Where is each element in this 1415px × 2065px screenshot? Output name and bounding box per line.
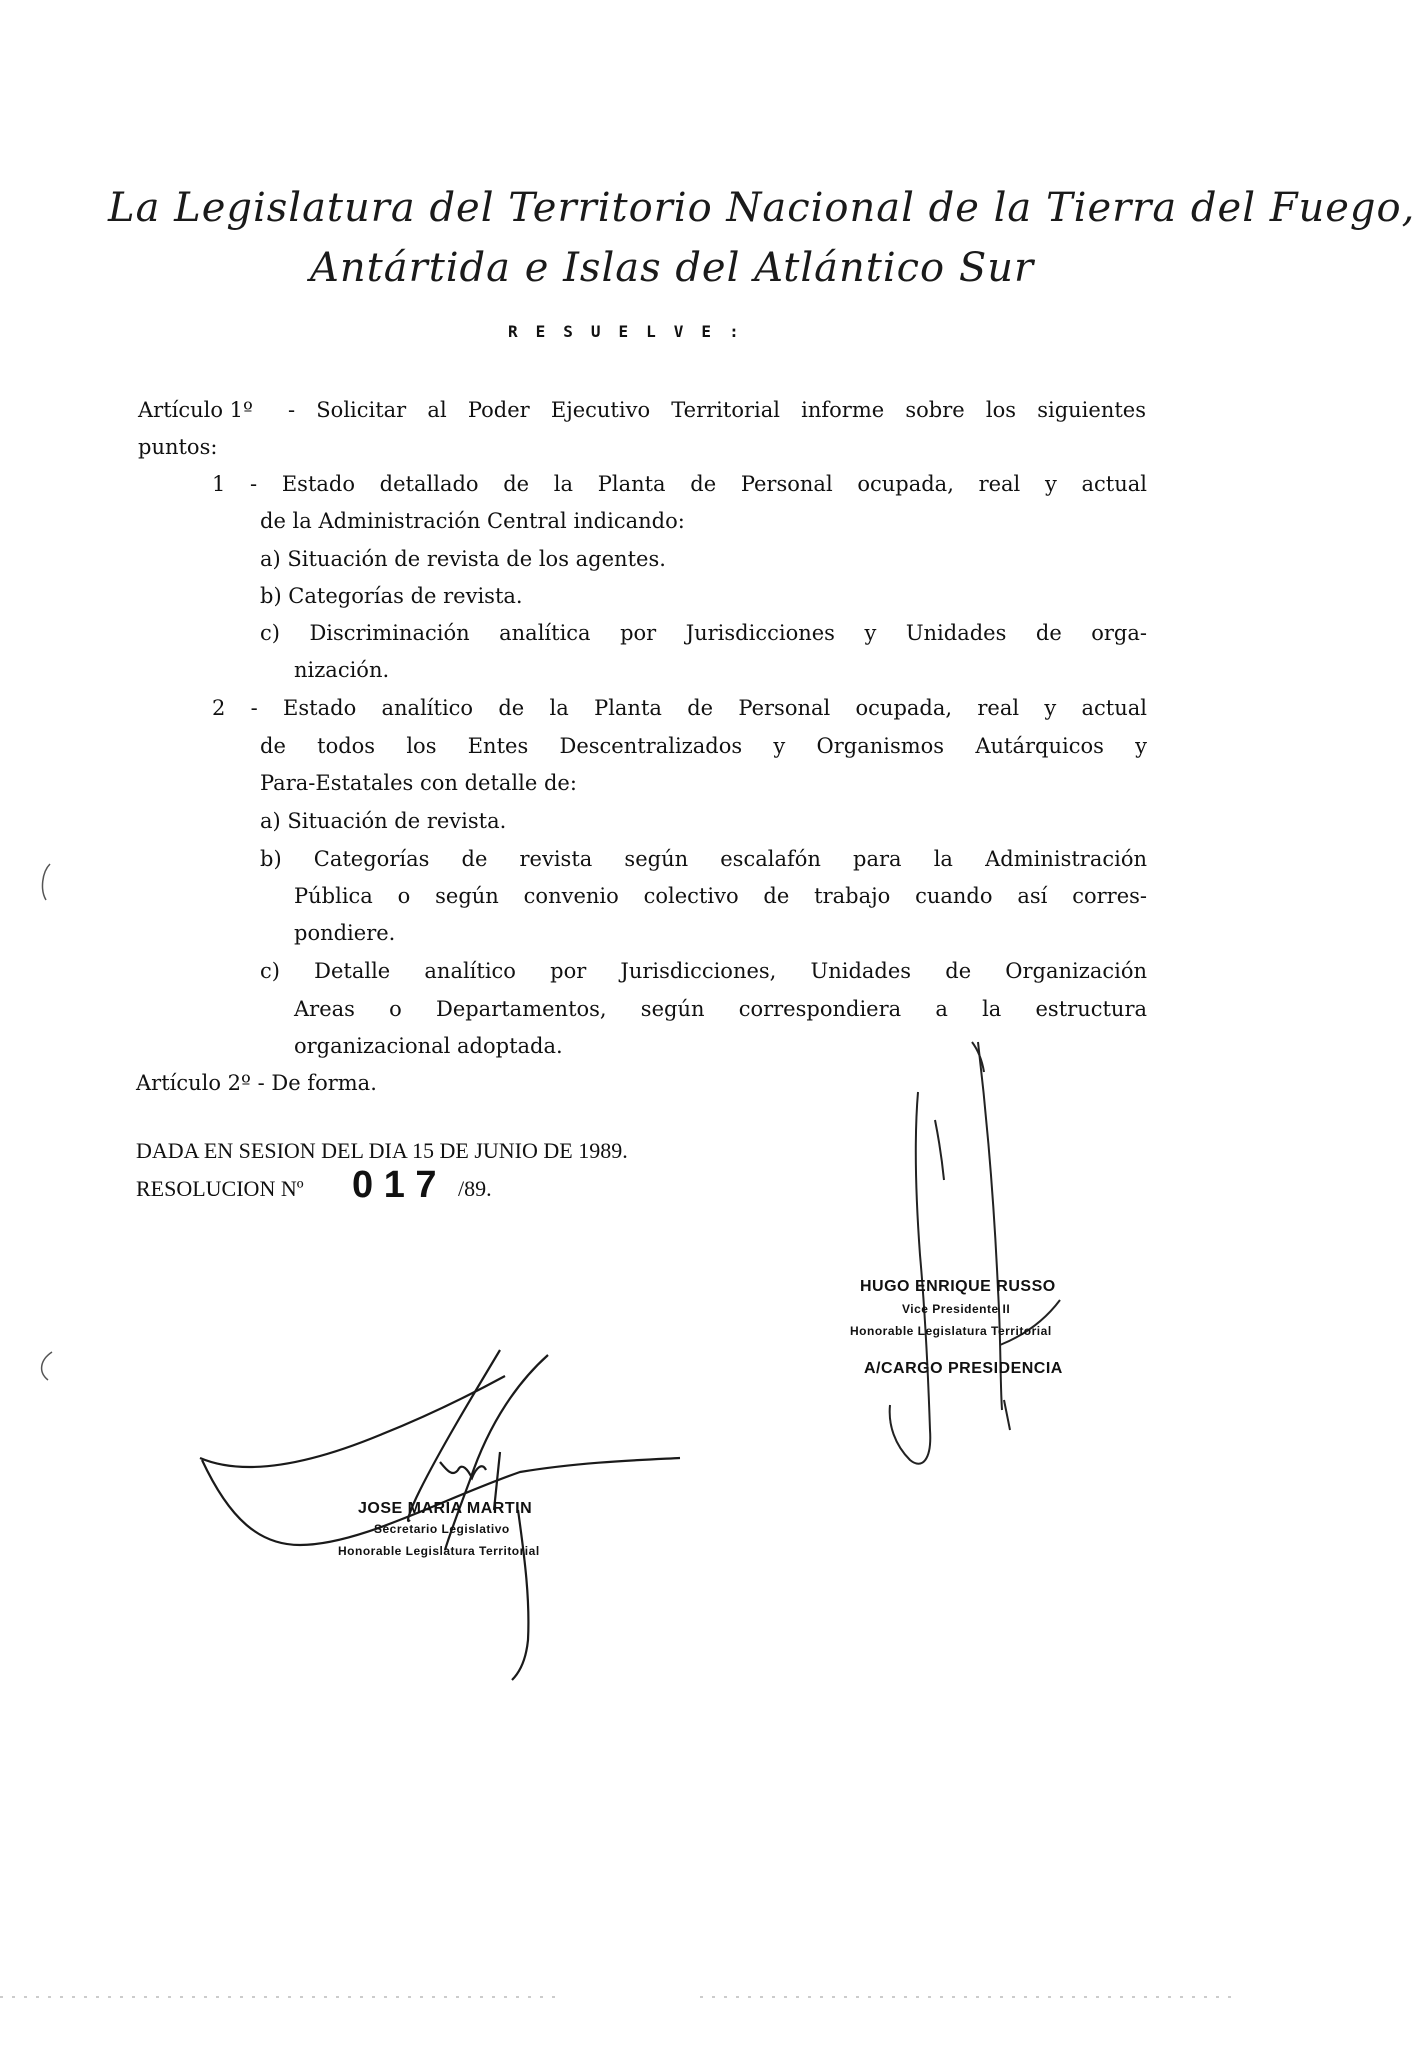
resolucion-number: 0 1 7 [352, 1164, 437, 1206]
item2-a: a) Situación de revista. [260, 809, 507, 833]
item2-b-line2: Pública o según convenio colectivo de trabajo cuando así corres- [294, 884, 1147, 908]
articulo1-heading: Artículo 1º [138, 398, 253, 422]
stamp-right-name: HUGO ENRIQUE RUSSO [860, 1278, 1056, 1295]
item1-c-line1: c) Discriminación analítica por Jurisdicciones y Unidades de orga- [260, 621, 1147, 645]
articulo1-text-line1: - Solicitar al Poder Ejecutivo Territorial informe sobre los siguientes [288, 398, 1146, 422]
stamp-left-org: Honorable Legislatura Territorial [338, 1544, 540, 1558]
item2-c-line3: organizacional adoptada. [294, 1034, 563, 1058]
letterhead-line1: La Legislatura del Territorio Nacional de la Tierra del Fuego, [108, 185, 1415, 231]
item2-b-line3: pondiere. [294, 921, 396, 945]
letterhead-line2: Antártida e Islas del Atlántico Sur [310, 245, 1035, 291]
stamp-right-org: Honorable Legislatura Territorial [850, 1324, 1052, 1338]
articulo2: Artículo 2º - De forma. [136, 1071, 377, 1095]
stamp-right-role: A/CARGO PRESIDENCIA [864, 1360, 1063, 1377]
stamp-right-title: Vice Presidente II [902, 1302, 1011, 1316]
item2-b-line1: b) Categorías de revista según escalafón para la Administración [260, 847, 1147, 871]
item1-a: a) Situación de revista de los agentes. [260, 547, 666, 571]
item1-c-line2: nización. [294, 658, 390, 682]
item2-c-line2: Areas o Departamentos, según correspondiera a la estructura [294, 997, 1147, 1021]
item2-line2: de todos los Entes Descentralizados y Organismos Autárquicos y [260, 734, 1147, 758]
stamp-left-name: JOSE MARIA MARTIN [358, 1500, 533, 1517]
resolucion-suffix: /89. [458, 1176, 492, 1201]
stamp-left-title: Secretario Legislativo [374, 1522, 510, 1536]
item2-c-line1: c) Detalle analítico por Jurisdicciones, Unidades de Organización [260, 959, 1147, 983]
item1-line2: de la Administración Central indicando: [260, 509, 685, 533]
resuelve-heading: RESUELVE: [508, 322, 757, 341]
articulo1-text-line2: puntos: [138, 435, 218, 459]
resolucion-prefix: RESOLUCION Nº [136, 1176, 304, 1201]
item1-b: b) Categorías de revista. [260, 584, 523, 608]
item2-line3: Para-Estatales con detalle de: [260, 771, 577, 795]
dada-en-sesion: DADA EN SESION DEL DIA 15 DE JUNIO DE 1989. [136, 1138, 628, 1163]
item1-line1: 1 - Estado detallado de la Planta de Personal ocupada, real y actual [212, 472, 1147, 496]
item2-line1: 2 - Estado analítico de la Planta de Personal ocupada, real y actual [212, 696, 1147, 720]
